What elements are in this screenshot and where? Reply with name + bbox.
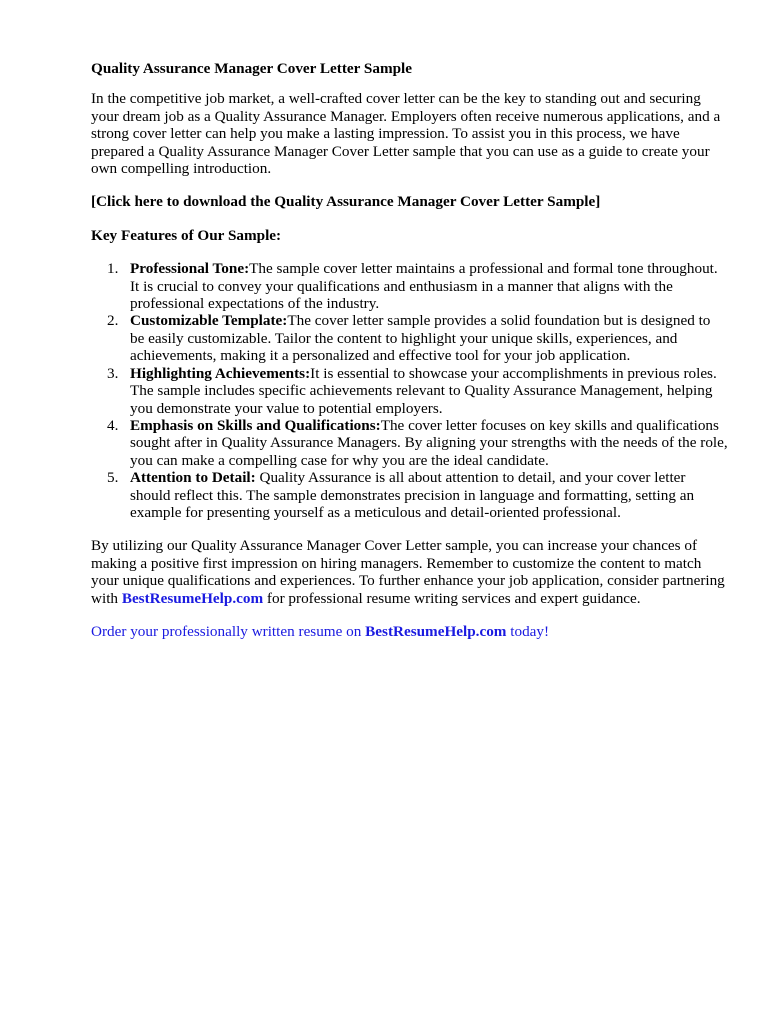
feature-item (91, 365, 728, 417)
feature-item (91, 312, 728, 364)
download-sample-link[interactable]: [Click here to download the Quality Assurance Manager Cover Letter Sample] (91, 193, 601, 211)
features-list (91, 260, 728, 521)
feature-text: The sample cover letter maintains a professional and formal tone throughout. It is crucial to convey your qualifications and enthusiasm in a manner that aligns with the professional expectations of the industry. (130, 260, 718, 313)
document-title: Quality Assurance Manager Cover Letter Sample (91, 60, 413, 77)
feature-number: 2. (107, 312, 119, 330)
feature-title: Emphasis on Skills and Qualifications: (130, 416, 381, 434)
feature-text: The cover letter focuses on key skills and qualifications sought after in Quality Assurance Managers. By aligning your strengths with the needs of the role, you can make a compelling case for why you are the ideal candidate. (130, 416, 728, 469)
closing-text-start: By utilizing our Quality Assurance Manager Cover Letter sample, you can increase your chances of making a positive first impression on hiring managers. Remember to customize the content to match your unique qualifications and experiences. To further enhance your job application, consider partnering with (91, 537, 725, 607)
order-line (91, 623, 728, 640)
feature-title: Attention to Detail: (130, 469, 256, 487)
feature-item (91, 260, 728, 312)
order-text-end: today! (506, 622, 550, 640)
feature-number: 1. (107, 260, 119, 278)
order-text-start: Order your professionally written resume on (91, 622, 366, 640)
feature-item (91, 417, 728, 469)
intro-paragraph: In the competitive job market, a well-crafted cover letter can be the key to standing out and securing your dream job as a Quality Assurance Manager. Employers often receive numerous applications, and a strong cover letter can help you make a lasting impression. To assist you in this process, we have prepared a Quality Assurance Manager Cover Letter sample that you can use as a guide to create your own compelling introduction. (91, 90, 721, 178)
feature-title: Professional Tone: (130, 260, 250, 278)
feature-text: It is essential to showcase your accomplishments in previous roles. The sample includes specific achievements relevant to Quality Assurance Management, helping you demonstrate your value to potential employers. (130, 364, 717, 417)
feature-number: 5. (107, 469, 119, 487)
feature-text: Quality Assurance is all about attention to detail, and your cover letter should reflect this. The sample demonstrates precision in language and formatting, setting an example for presenting yourself as a meticulous and detail-oriented professional. (130, 469, 695, 521)
closing-text-end: for professional resume writing services and expert guidance. (263, 589, 641, 607)
feature-number: 3. (107, 364, 119, 382)
feature-number: 4. (107, 416, 119, 434)
closing-paragraph (91, 537, 728, 607)
feature-item (91, 469, 728, 521)
feature-title: Customizable Template: (130, 312, 288, 330)
features-heading: Key Features of Our Sample: (91, 226, 282, 244)
bestresumehelp-link[interactable]: BestResumeHelp.com (121, 589, 264, 607)
order-bestresumehelp-link[interactable]: BestResumeHelp.com (365, 622, 507, 640)
feature-title: Highlighting Achievements: (130, 364, 311, 382)
feature-text: The cover letter sample provides a solid foundation but is designed to be easily customizable. Tailor the content to highlight your unique skills, experiences, and achievements, making it a personalized and effective tool for your job application. (130, 312, 711, 365)
